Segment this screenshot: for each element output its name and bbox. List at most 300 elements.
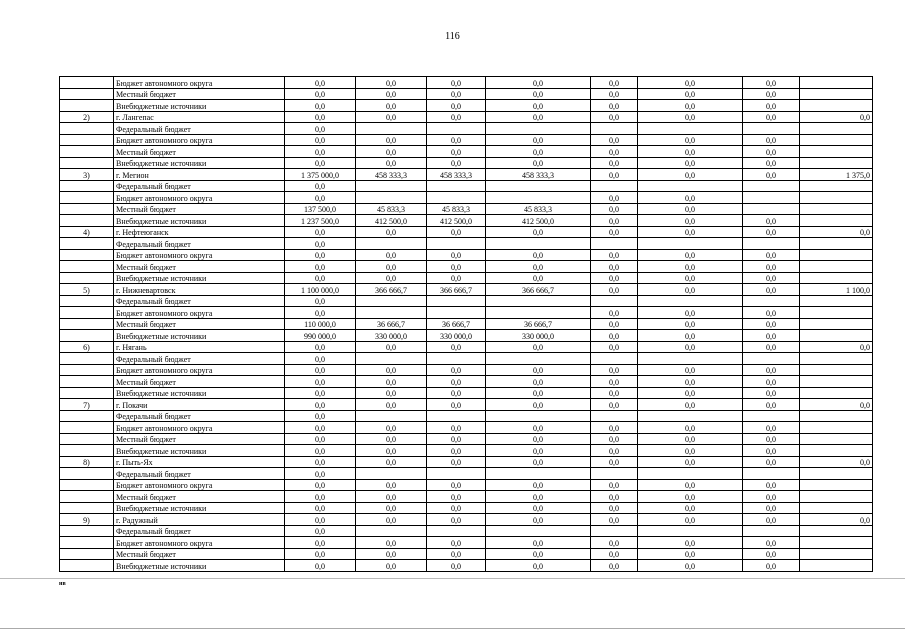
value-cell: 0,0 xyxy=(427,157,486,169)
value-cell: 0,0 xyxy=(356,134,427,146)
value-cell: 0,0 xyxy=(638,445,743,457)
value-cell: 0,0 xyxy=(486,387,591,399)
value-cell xyxy=(486,192,591,204)
value-cell: 0,0 xyxy=(427,111,486,123)
total-cell: 0,0 xyxy=(800,456,873,468)
total-cell xyxy=(800,410,873,422)
value-cell: 0,0 xyxy=(285,410,356,422)
table-row xyxy=(60,445,873,457)
value-cell: 0,0 xyxy=(427,445,486,457)
value-cell: 0,0 xyxy=(356,387,427,399)
value-cell: 0,0 xyxy=(285,364,356,376)
value-cell: 0,0 xyxy=(285,353,356,365)
value-cell: 0,0 xyxy=(486,422,591,434)
value-cell: 0,0 xyxy=(638,479,743,491)
value-cell: 0,0 xyxy=(638,514,743,526)
value-cell xyxy=(743,295,800,307)
row-name-cell: Бюджет автономного округа xyxy=(114,307,285,319)
row-number-cell xyxy=(60,157,114,169)
value-cell: 330 000,0 xyxy=(356,330,427,342)
value-cell xyxy=(743,525,800,537)
value-cell: 0,0 xyxy=(638,272,743,284)
table-row xyxy=(60,123,873,135)
row-name-cell: Бюджет автономного округа xyxy=(114,77,285,89)
value-cell: 0,0 xyxy=(356,491,427,503)
row-name-cell: Местный бюджет xyxy=(114,491,285,503)
value-cell: 0,0 xyxy=(591,537,638,549)
row-number-cell xyxy=(60,203,114,215)
value-cell: 0,0 xyxy=(743,249,800,261)
value-cell: 0,0 xyxy=(285,341,356,353)
row-name-cell: Бюджет автономного округа xyxy=(114,134,285,146)
value-cell: 0,0 xyxy=(427,376,486,388)
table-row xyxy=(60,525,873,537)
total-cell xyxy=(800,560,873,572)
value-cell: 0,0 xyxy=(638,157,743,169)
value-cell: 0,0 xyxy=(356,272,427,284)
value-cell: 0,0 xyxy=(427,560,486,572)
value-cell: 0,0 xyxy=(285,422,356,434)
value-cell xyxy=(356,123,427,135)
value-cell: 0,0 xyxy=(285,525,356,537)
value-cell xyxy=(356,238,427,250)
row-number-cell xyxy=(60,491,114,503)
value-cell: 0,0 xyxy=(638,364,743,376)
value-cell: 0,0 xyxy=(638,284,743,296)
row-name-cell: г. Нягань xyxy=(114,341,285,353)
value-cell xyxy=(427,295,486,307)
row-number-cell xyxy=(60,100,114,112)
value-cell xyxy=(591,468,638,480)
value-cell xyxy=(638,238,743,250)
value-cell: 0,0 xyxy=(285,261,356,273)
value-cell: 0,0 xyxy=(285,548,356,560)
value-cell: 137 500,0 xyxy=(285,203,356,215)
value-cell: 0,0 xyxy=(591,560,638,572)
value-cell xyxy=(356,180,427,192)
value-cell: 366 666,7 xyxy=(486,284,591,296)
row-number-cell xyxy=(60,422,114,434)
value-cell xyxy=(743,410,800,422)
value-cell: 0,0 xyxy=(591,157,638,169)
value-cell: 0,0 xyxy=(427,146,486,158)
value-cell: 0,0 xyxy=(591,330,638,342)
value-cell xyxy=(591,353,638,365)
value-cell: 0,0 xyxy=(486,491,591,503)
total-cell xyxy=(800,502,873,514)
value-cell: 0,0 xyxy=(285,226,356,238)
table-row xyxy=(60,180,873,192)
table-row xyxy=(60,491,873,503)
value-cell: 0,0 xyxy=(486,226,591,238)
total-cell xyxy=(800,272,873,284)
value-cell xyxy=(427,123,486,135)
table-row xyxy=(60,88,873,100)
total-cell xyxy=(800,249,873,261)
value-cell: 0,0 xyxy=(427,537,486,549)
scan-noise-line xyxy=(0,628,905,629)
row-name-cell: г. Пыть-Ях xyxy=(114,456,285,468)
value-cell: 0,0 xyxy=(591,100,638,112)
value-cell xyxy=(638,525,743,537)
value-cell: 0,0 xyxy=(591,146,638,158)
value-cell xyxy=(486,123,591,135)
total-cell: 0,0 xyxy=(800,226,873,238)
value-cell xyxy=(638,468,743,480)
value-cell xyxy=(638,353,743,365)
total-cell xyxy=(800,376,873,388)
value-cell: 0,0 xyxy=(486,399,591,411)
row-name-cell: Местный бюджет xyxy=(114,146,285,158)
value-cell: 0,0 xyxy=(638,169,743,181)
row-name-cell: г. Мегион xyxy=(114,169,285,181)
value-cell: 0,0 xyxy=(591,514,638,526)
row-name-cell: г. Радужный xyxy=(114,514,285,526)
total-cell xyxy=(800,180,873,192)
value-cell: 0,0 xyxy=(427,422,486,434)
table-row xyxy=(60,272,873,284)
row-name-cell: Внебюджетные источники xyxy=(114,215,285,227)
value-cell: 0,0 xyxy=(427,399,486,411)
value-cell: 0,0 xyxy=(285,537,356,549)
value-cell: 0,0 xyxy=(285,376,356,388)
value-cell: 366 666,7 xyxy=(427,284,486,296)
table-row xyxy=(60,134,873,146)
value-cell: 0,0 xyxy=(743,376,800,388)
value-cell: 0,0 xyxy=(356,433,427,445)
value-cell: 0,0 xyxy=(285,445,356,457)
row-name-cell: Внебюджетные источники xyxy=(114,330,285,342)
value-cell: 0,0 xyxy=(285,514,356,526)
value-cell: 0,0 xyxy=(285,399,356,411)
value-cell xyxy=(427,525,486,537)
row-number-cell xyxy=(60,134,114,146)
value-cell xyxy=(743,203,800,215)
row-number-cell: 6) xyxy=(60,341,114,353)
value-cell: 0,0 xyxy=(638,491,743,503)
value-cell: 0,0 xyxy=(356,456,427,468)
row-name-cell: Местный бюджет xyxy=(114,261,285,273)
value-cell: 0,0 xyxy=(285,468,356,480)
value-cell xyxy=(743,238,800,250)
value-cell: 36 666,7 xyxy=(486,318,591,330)
value-cell: 0,0 xyxy=(427,456,486,468)
table-row xyxy=(60,514,873,526)
value-cell: 0,0 xyxy=(427,364,486,376)
budget-table xyxy=(59,76,873,572)
table-row xyxy=(60,100,873,112)
row-number-cell xyxy=(60,479,114,491)
value-cell: 0,0 xyxy=(638,548,743,560)
row-name-cell: г. Нефтеюганск xyxy=(114,226,285,238)
row-name-cell: Местный бюджет xyxy=(114,318,285,330)
value-cell xyxy=(743,123,800,135)
value-cell: 0,0 xyxy=(356,111,427,123)
total-cell xyxy=(800,537,873,549)
row-number-cell xyxy=(60,433,114,445)
value-cell: 412 500,0 xyxy=(486,215,591,227)
value-cell xyxy=(356,525,427,537)
value-cell: 0,0 xyxy=(743,456,800,468)
value-cell: 0,0 xyxy=(486,134,591,146)
value-cell: 0,0 xyxy=(743,88,800,100)
table-row xyxy=(60,284,873,296)
total-cell xyxy=(800,330,873,342)
row-number-cell xyxy=(60,376,114,388)
value-cell: 0,0 xyxy=(356,341,427,353)
value-cell: 45 833,3 xyxy=(427,203,486,215)
value-cell: 0,0 xyxy=(638,261,743,273)
table-row xyxy=(60,77,873,89)
row-number-cell xyxy=(60,468,114,480)
value-cell: 0,0 xyxy=(486,364,591,376)
value-cell: 0,0 xyxy=(591,422,638,434)
total-cell: 0,0 xyxy=(800,111,873,123)
value-cell: 0,0 xyxy=(743,111,800,123)
value-cell: 0,0 xyxy=(743,157,800,169)
value-cell xyxy=(356,192,427,204)
value-cell xyxy=(638,410,743,422)
value-cell: 0,0 xyxy=(743,422,800,434)
scan-noise-line xyxy=(0,578,905,579)
value-cell: 0,0 xyxy=(427,479,486,491)
total-cell xyxy=(800,422,873,434)
value-cell: 36 666,7 xyxy=(427,318,486,330)
value-cell xyxy=(486,525,591,537)
value-cell: 0,0 xyxy=(743,479,800,491)
value-cell: 0,0 xyxy=(638,134,743,146)
value-cell: 0,0 xyxy=(356,537,427,549)
value-cell: 990 000,0 xyxy=(285,330,356,342)
row-name-cell: Местный бюджет xyxy=(114,88,285,100)
value-cell xyxy=(743,353,800,365)
row-name-cell: Бюджет автономного округа xyxy=(114,192,285,204)
row-number-cell xyxy=(60,445,114,457)
value-cell: 0,0 xyxy=(486,376,591,388)
value-cell: 0,0 xyxy=(638,433,743,445)
total-cell xyxy=(800,123,873,135)
table-row xyxy=(60,341,873,353)
value-cell: 0,0 xyxy=(427,548,486,560)
page-number: 116 xyxy=(445,31,460,42)
value-cell: 0,0 xyxy=(427,261,486,273)
value-cell xyxy=(486,410,591,422)
value-cell: 0,0 xyxy=(591,502,638,514)
total-cell xyxy=(800,525,873,537)
table-row xyxy=(60,238,873,250)
value-cell: 0,0 xyxy=(486,514,591,526)
value-cell: 0,0 xyxy=(427,502,486,514)
value-cell: 0,0 xyxy=(285,479,356,491)
value-cell: 0,0 xyxy=(285,249,356,261)
total-cell xyxy=(800,77,873,89)
value-cell: 0,0 xyxy=(591,203,638,215)
row-number-cell xyxy=(60,146,114,158)
value-cell: 0,0 xyxy=(486,502,591,514)
value-cell xyxy=(427,180,486,192)
value-cell: 412 500,0 xyxy=(356,215,427,227)
table-row xyxy=(60,433,873,445)
value-cell xyxy=(591,525,638,537)
value-cell xyxy=(427,353,486,365)
value-cell: 0,0 xyxy=(591,364,638,376)
table-row xyxy=(60,537,873,549)
value-cell: 0,0 xyxy=(285,192,356,204)
value-cell: 0,0 xyxy=(356,376,427,388)
value-cell: 0,0 xyxy=(638,88,743,100)
value-cell: 0,0 xyxy=(591,491,638,503)
value-cell: 0,0 xyxy=(486,77,591,89)
value-cell: 458 333,3 xyxy=(356,169,427,181)
row-name-cell: Внебюджетные источники xyxy=(114,560,285,572)
value-cell: 0,0 xyxy=(285,123,356,135)
value-cell xyxy=(486,180,591,192)
total-cell xyxy=(800,307,873,319)
value-cell xyxy=(591,295,638,307)
row-number-cell: 4) xyxy=(60,226,114,238)
row-name-cell: Местный бюджет xyxy=(114,376,285,388)
value-cell: 0,0 xyxy=(591,376,638,388)
value-cell: 0,0 xyxy=(486,341,591,353)
value-cell xyxy=(486,238,591,250)
row-name-cell: г. Покачи xyxy=(114,399,285,411)
table-row xyxy=(60,169,873,181)
value-cell: 0,0 xyxy=(591,387,638,399)
value-cell: 0,0 xyxy=(591,111,638,123)
value-cell: 0,0 xyxy=(285,100,356,112)
value-cell: 0,0 xyxy=(285,456,356,468)
value-cell: 330 000,0 xyxy=(427,330,486,342)
total-cell xyxy=(800,479,873,491)
table-row xyxy=(60,548,873,560)
value-cell: 412 500,0 xyxy=(427,215,486,227)
value-cell: 0,0 xyxy=(743,318,800,330)
value-cell xyxy=(356,295,427,307)
value-cell xyxy=(743,180,800,192)
table-row xyxy=(60,295,873,307)
value-cell: 0,0 xyxy=(638,330,743,342)
value-cell: 0,0 xyxy=(591,215,638,227)
value-cell: 0,0 xyxy=(743,226,800,238)
total-cell: 1 100,0 xyxy=(800,284,873,296)
value-cell: 0,0 xyxy=(591,307,638,319)
row-number-cell xyxy=(60,249,114,261)
value-cell: 0,0 xyxy=(427,134,486,146)
value-cell: 0,0 xyxy=(591,456,638,468)
value-cell: 0,0 xyxy=(356,146,427,158)
total-cell: 0,0 xyxy=(800,514,873,526)
value-cell: 0,0 xyxy=(743,169,800,181)
row-name-cell: Внебюджетные источники xyxy=(114,445,285,457)
value-cell: 0,0 xyxy=(591,399,638,411)
value-cell: 45 833,3 xyxy=(486,203,591,215)
value-cell: 0,0 xyxy=(427,249,486,261)
value-cell: 0,0 xyxy=(638,502,743,514)
row-name-cell: Федеральный бюджет xyxy=(114,525,285,537)
total-cell xyxy=(800,134,873,146)
table-row xyxy=(60,364,873,376)
value-cell: 0,0 xyxy=(743,548,800,560)
table-row xyxy=(60,502,873,514)
value-cell xyxy=(591,180,638,192)
value-cell: 0,0 xyxy=(427,514,486,526)
value-cell: 0,0 xyxy=(486,479,591,491)
row-name-cell: Федеральный бюджет xyxy=(114,353,285,365)
value-cell: 0,0 xyxy=(285,433,356,445)
value-cell: 0,0 xyxy=(591,548,638,560)
row-name-cell: Внебюджетные источники xyxy=(114,387,285,399)
row-number-cell: 5) xyxy=(60,284,114,296)
value-cell: 0,0 xyxy=(427,341,486,353)
row-number-cell xyxy=(60,180,114,192)
value-cell: 0,0 xyxy=(427,88,486,100)
value-cell: 36 666,7 xyxy=(356,318,427,330)
value-cell: 0,0 xyxy=(591,249,638,261)
value-cell: 0,0 xyxy=(285,307,356,319)
value-cell: 0,0 xyxy=(591,284,638,296)
row-name-cell: г. Нижневартовск xyxy=(114,284,285,296)
value-cell xyxy=(638,180,743,192)
row-number-cell xyxy=(60,88,114,100)
value-cell xyxy=(638,295,743,307)
value-cell: 0,0 xyxy=(743,399,800,411)
value-cell: 0,0 xyxy=(638,376,743,388)
value-cell: 0,0 xyxy=(638,111,743,123)
row-number-cell xyxy=(60,560,114,572)
footer-mark: нв xyxy=(59,581,66,587)
value-cell: 0,0 xyxy=(356,100,427,112)
table-row xyxy=(60,399,873,411)
value-cell: 0,0 xyxy=(591,479,638,491)
total-cell xyxy=(800,295,873,307)
total-cell xyxy=(800,548,873,560)
value-cell: 0,0 xyxy=(638,387,743,399)
value-cell: 0,0 xyxy=(743,77,800,89)
value-cell xyxy=(591,123,638,135)
value-cell: 0,0 xyxy=(743,514,800,526)
value-cell: 0,0 xyxy=(486,249,591,261)
value-cell: 1 375 000,0 xyxy=(285,169,356,181)
value-cell: 0,0 xyxy=(486,111,591,123)
row-number-cell xyxy=(60,387,114,399)
value-cell: 0,0 xyxy=(427,77,486,89)
row-number-cell xyxy=(60,307,114,319)
row-name-cell: Бюджет автономного округа xyxy=(114,479,285,491)
row-name-cell: Внебюджетные источники xyxy=(114,100,285,112)
value-cell: 0,0 xyxy=(743,284,800,296)
row-number-cell xyxy=(60,537,114,549)
row-number-cell xyxy=(60,123,114,135)
total-cell xyxy=(800,318,873,330)
total-cell xyxy=(800,146,873,158)
value-cell: 0,0 xyxy=(638,146,743,158)
value-cell: 0,0 xyxy=(743,433,800,445)
value-cell: 0,0 xyxy=(285,238,356,250)
value-cell xyxy=(743,192,800,204)
value-cell: 0,0 xyxy=(638,537,743,549)
table-row xyxy=(60,456,873,468)
value-cell: 0,0 xyxy=(591,226,638,238)
value-cell: 0,0 xyxy=(591,77,638,89)
value-cell: 0,0 xyxy=(638,203,743,215)
value-cell xyxy=(356,353,427,365)
value-cell: 0,0 xyxy=(591,134,638,146)
total-cell xyxy=(800,238,873,250)
value-cell: 0,0 xyxy=(427,100,486,112)
table-row xyxy=(60,479,873,491)
value-cell: 0,0 xyxy=(285,295,356,307)
row-number-cell: 8) xyxy=(60,456,114,468)
